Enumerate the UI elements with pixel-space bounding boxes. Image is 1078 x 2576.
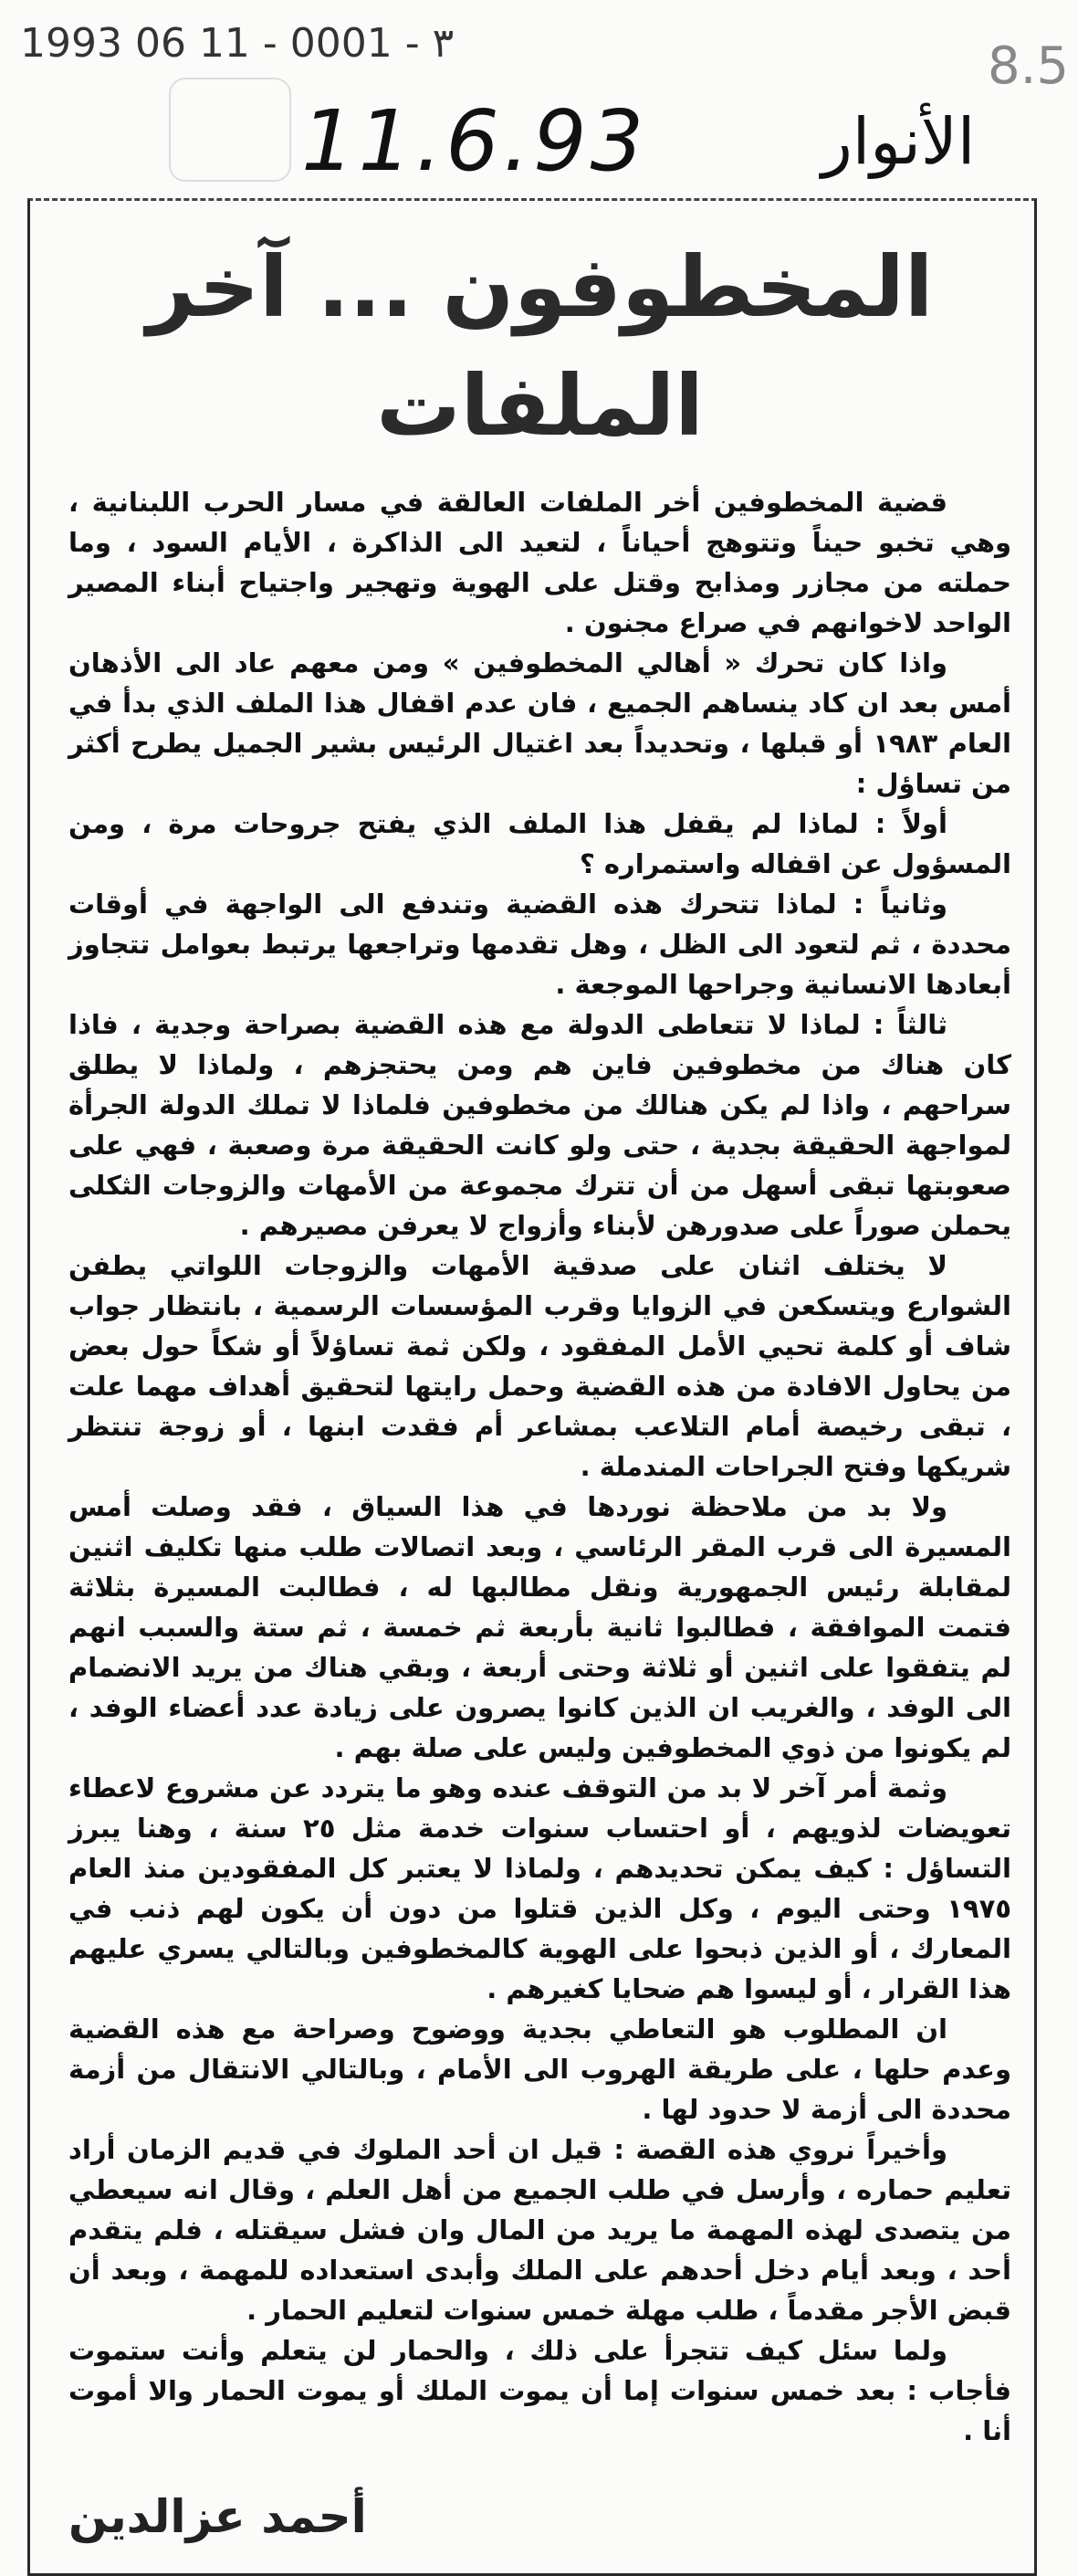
headline: المخطوفون ... آخر الملفات xyxy=(146,238,934,455)
clipping-frame xyxy=(27,198,1037,2576)
paragraph: قضية المخطوفين أخر الملفات العالقة في مسار الحرب اللبنانية ، وهي تخبو حيناً وتتوهج أحياناً ، لتعيد الى الذاكرة ، الأيام السود ، وما حملته من مجازر ومذابح وقتل على الهوية وتهجير واجتياح أبناء المصير الواحد لاخوانهم في صراع مجنون . xyxy=(68,487,1011,638)
paragraph: ثالثاً : لماذا لا تتعاطى الدولة مع هذه القضية بصراحة وجدية ، فاذا كان هناك من مخطوفين فاين هم ومن يحتجزهم ، ولماذا لا يطلق سراحهم ، واذا لم يكن هنالك من مخطوفين فلماذا لا تملك الدولة الجرأة لمواجهة الحقيقة بجدية ، حتى ولو كانت الحقيقة مرة وصعبة ، فهي على صعوبتها تبقى أسهل من أن تترك مجموعة من الأمهات والزوجات الثكلى يحملن صوراً على صدورهن لأبناء وأزواج لا يعرفن مصيرهم . xyxy=(68,1009,1011,1241)
paragraph: ولا بد من ملاحظة نوردها في هذا السياق ، فقد وصلت أمس المسيرة الى قرب المقر الرئاسي ، وبعد اتصالات طلب منها تكليف اثنين لمقابلة رئيس الجمهورية ونقل مطالبها له ، فطالبت المسيرة بثلاثة فتمت الموافقة ، فطالبوا ثانية بأربعة ثم خمسة ، ثم ستة والسبب انهم لم يتفقوا على اثنين أو ثلاثة وحتى أربعة ، وبقي هناك من يريد الانضمام الى الوفد ، والغريب ان الذين كانوا يصرون على زيادة عدد أعضاء الوفد ، لم يكونوا من ذوي المخطوفين وليس على صلة بهم . xyxy=(68,1491,1011,1763)
date-annotation: 11.6.93 xyxy=(301,92,648,190)
clipping-header xyxy=(0,0,1078,198)
paragraph: ولما سئل كيف تتجرأ على ذلك ، والحمار لن يتعلم وأنت ستموت فأجاب : بعد خمس سنوات إما أن يموت الملك أو يموت الحمار والا أموت أنا . xyxy=(68,2335,1011,2446)
paragraph: ان المطلوب هو التعاطي بجدية ووضوح وصراحة مع هذه القضية وعدم حلها ، على طريقة الهروب الى الأمام ، وبالتالي الانتقال من أزمة محددة الى أزمة لا حدود لها . xyxy=(68,2013,1011,2125)
author-signature: أحمد عزالدين xyxy=(68,2490,367,2543)
article-body xyxy=(68,482,1011,2451)
newspaper-name-annotation: الأنوار xyxy=(822,104,976,179)
paragraph: أولاً : لماذا لم يقفل هذا الملف الذي يفتح جروحات مرة ، ومن المسؤول عن اقفاله واستمراره ؟ xyxy=(68,808,1011,879)
paragraph: لا يختلف اثنان على صدقية الأمهات والزوجات اللواتي يطفن الشوارع ويتسكعن في الزوايا وقرب المؤسسات الرسمية ، بانتظار جواب شاف أو كلمة تحيي الأمل المفقود ، ولكن ثمة تساؤلاً أو شكاً حول بعض من يحاول الافادة من هذه القضية وحمل رايتها لتحقيق أهداف مهما علت ، تبقى رخيصة أمام التلاعب بمشاعر أم فقدت ابنها ، أو زوجة تنتظر شريكها وفتح الجراحات المندملة . xyxy=(68,1250,1011,1482)
page-number-annotation: 8.5 xyxy=(987,37,1069,96)
faded-stamp xyxy=(169,78,291,182)
paragraph: وثانياً : لماذا تتحرك هذه القضية وتندفع الى الواجهة في أوقات محددة ، ثم لتعود الى الظل ، وهل تقدمها وتراجعها يرتبط بعوامل تتجاوز أبعادها الانسانية وجراحها الموجعة . xyxy=(68,888,1011,1000)
archive-code-annotation: 1993 06 11 - 0001 - ٣ xyxy=(20,20,455,67)
paragraph: وثمة أمر آخر لا بد من التوقف عنده وهو ما يتردد عن مشروع لاعطاء تعويضات لذويهم ، أو احتساب سنوات خدمة مثل ٢٥ سنة ، وهنا يبرز التساؤل : كيف يمكن تحديدهم ، ولماذا لا يعتبر كل المفقودين منذ العام ١٩٧٥ وحتى اليوم ، وكل الذين قتلوا من دون أن يكون لهم ذنب في المعارك ، أو الذين ذبحوا على الهوية كالمخطوفين وبالتالي يسري عليهم هذا القرار ، أو ليسوا هم ضحايا كغيرهم . xyxy=(68,1772,1011,2004)
paragraph: وأخيراً نروي هذه القصة : قيل ان أحد الملوك في قديم الزمان أراد تعليم حماره ، وأرسل في طلب الجميع من أهل العلم ، وقال انه سيعطي من يتصدى لهذه المهمة ما يريد من المال وان فشل سيقتله ، فلم يتقدم أحد ، وبعد أيام دخل أحدهم على الملك وأبدى استعداده للمهمة ، وبعد أن قبض الأجر مقدماً ، طلب مهلة خمس سنوات لتعليم الحمار . xyxy=(68,2134,1011,2326)
paragraph: واذا كان تحرك « أهالي المخطوفين » ومن معهم عاد الى الأذهان أمس بعد ان كاد ينساهم الجميع ، فان عدم اقفال هذا الملف الذي بدأ في العام ١٩٨٣ أو قبلها ، وتحديداً بعد اغتيال الرئيس بشير الجميل يطرح أكثر من تساؤل : xyxy=(68,647,1011,799)
